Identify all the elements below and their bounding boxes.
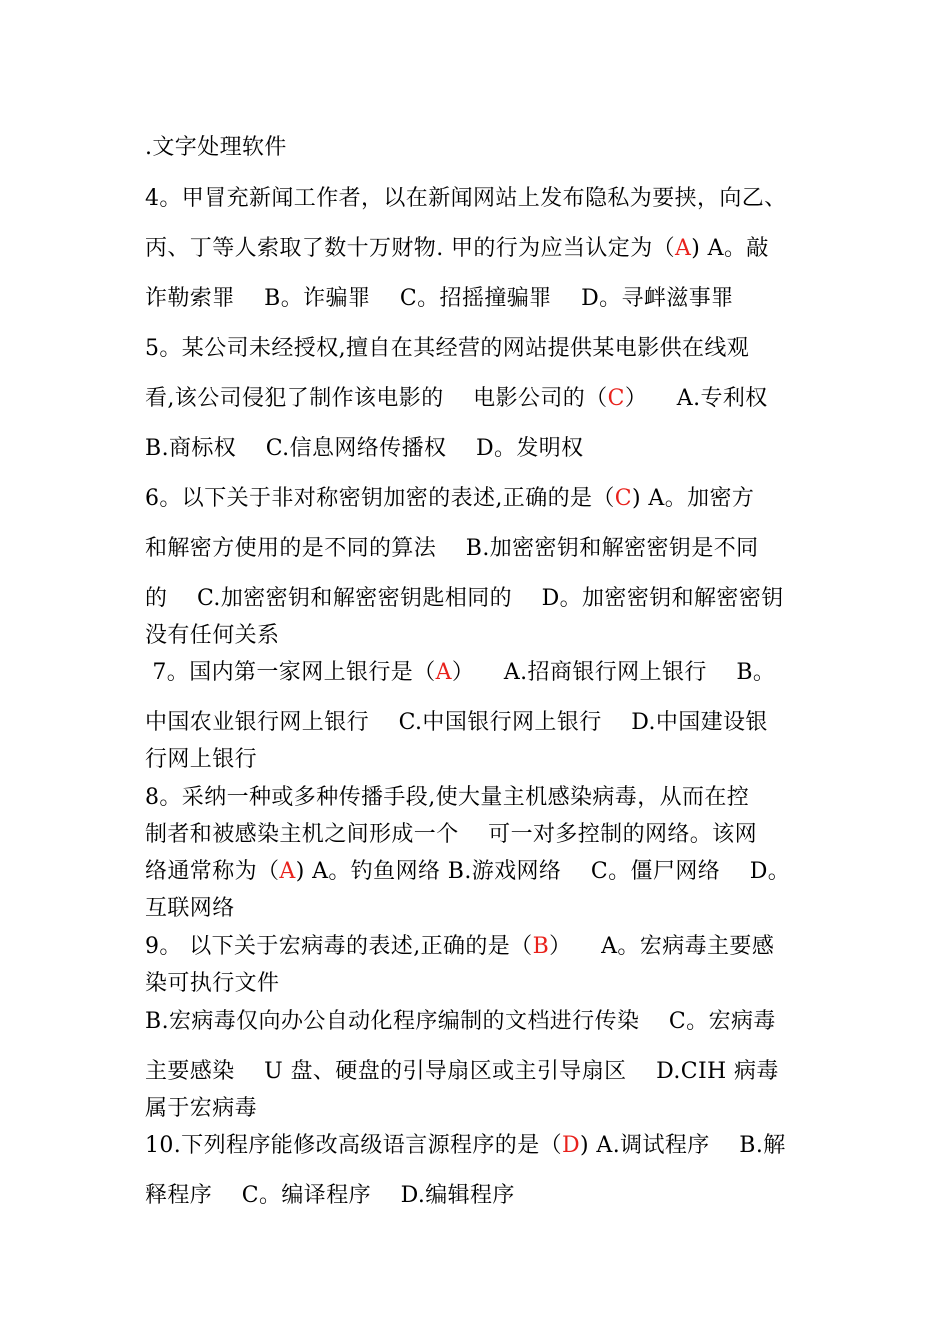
question-4-line-1: 4。甲冒充新闻工作者，以在新闻网站上发布隐私为要挟，向乙、 [145,186,787,211]
answer-5: C [607,386,625,411]
question-4-line-2: 丙、丁等人索取了数十万财物. 甲的行为应当认定为（A) A。敲 [145,236,769,261]
question-8-line-3: 络通常称为（A) A。钓鱼网络 B.游戏网络 C。僵尸网络 D。 [145,859,791,884]
question-7-line-3: 行网上银行 [145,747,258,772]
question-9-line-5: 属于宏病毒 [145,1096,258,1121]
answer-6: C [614,486,633,511]
question-4-line-3: 诈勒索罪 B。诈骗罪 C。招摇撞骗罪 D。寻衅滋事罪 [145,286,734,311]
question-9-line-1: 9。 以下关于宏病毒的表述,正确的是（B） A。宏病毒主要感 [145,934,775,959]
question-6-line-1: 6。以下关于非对称密钥加密的表述,正确的是（C) A。加密方 [145,486,755,511]
answer-8: A [279,859,296,884]
question-5-line-1: 5。某公司未经授权,擅自在其经营的网站提供某电影供在线观 [145,336,750,361]
question-8-line-2: 制者和被感染主机之间形成一个 可一对多控制的网络。该网 [145,822,757,847]
question-8-line-1: 8。采纳一种或多种传播手段,使大量主机感染病毒，从而在控 [145,785,750,810]
question-10-line-2: 释程序 C。编译程序 D.编辑程序 [145,1183,515,1208]
question-10-line-1: 10.下列程序能修改高级语言源程序的是（D) A.调试程序 B.解 [145,1133,786,1158]
question-9-line-4: 主要感染 U 盘、硬盘的引导扇区或主引导扇区 D.CIH 病毒 [145,1059,779,1084]
question-5-line-2: 看,该公司侵犯了制作该电影的 电影公司的（C） A.专利权 [145,386,768,411]
question-7-line-1: 7。国内第一家网上银行是（A） A.招商银行网上银行 B。 [145,660,776,685]
answer-10: D [562,1133,581,1158]
question-8-line-4: 互联网络 [145,896,235,921]
question-5-line-3: B.商标权 C.信息网络传播权 D。发明权 [145,436,584,461]
answer-7: A [435,660,452,685]
question-7-line-2: 中国农业银行网上银行 C.中国银行网上银行 D.中国建设银 [145,710,768,735]
text-line: .文字处理软件 [145,135,287,160]
question-6-line-2: 和解密方使用的是不同的算法 B.加密密钥和解密密钥是不同 [145,536,759,561]
question-9-line-2: 染可执行文件 [145,971,280,996]
question-9-line-3: B.宏病毒仅向办公自动化程序编制的文档进行传染 C。宏病毒 [145,1009,776,1034]
answer-9: B [532,934,550,959]
question-6-line-3: 的 C.加密密钥和解密密钥匙相同的 D。加密密钥和解密密钥 [145,586,784,611]
question-6-line-4: 没有任何关系 [145,623,280,648]
answer-4: A [675,236,692,261]
